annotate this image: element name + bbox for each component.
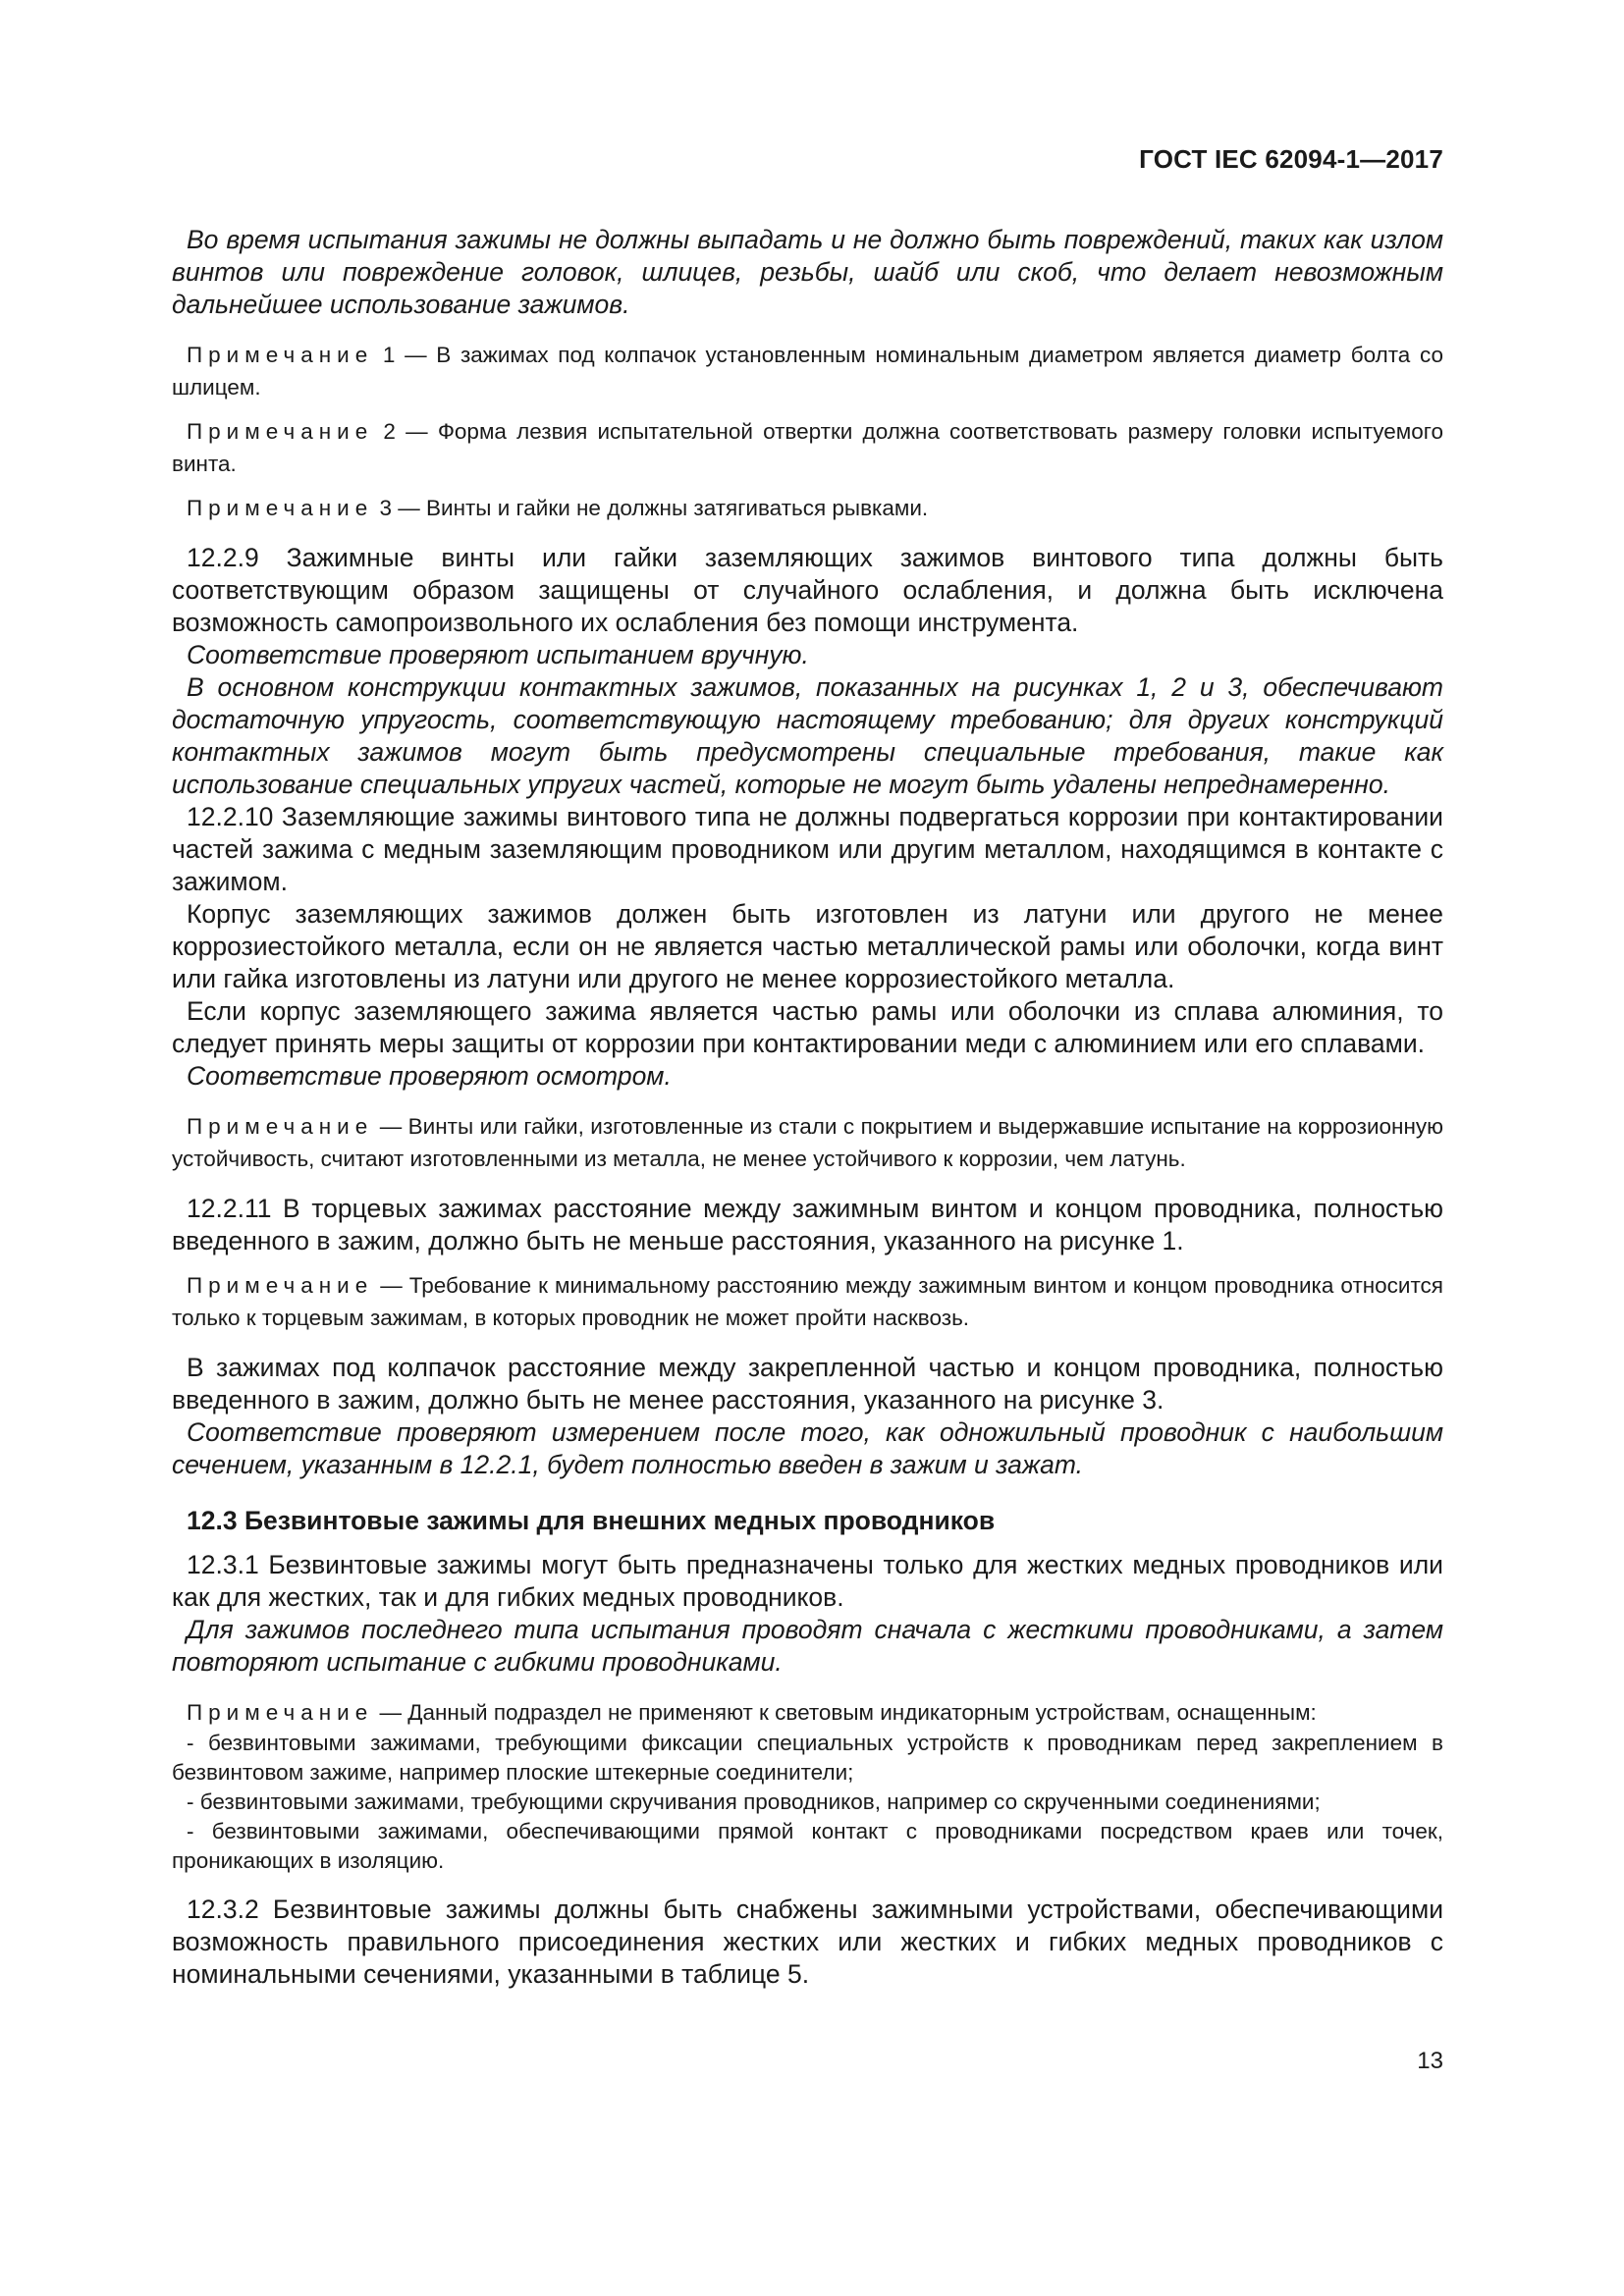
clause-12-2-9: 12.2.9 Зажимные винты или гайки заземляющих зажимов винтового типа должны быть соответствующим образом защищены от случайного ослабления, и должна быть исключена возможность самопроизвольного их ослабления без помощи инструмента. bbox=[172, 543, 1443, 637]
note-list-item: - безвинтовыми зажимами, требующими скручивания проводников, например со скрученными соединениями; bbox=[187, 1789, 1321, 1814]
clause-12-2-10-check: Соответствие проверяют осмотром. bbox=[187, 1061, 672, 1091]
document-page bbox=[172, 0, 1443, 2296]
note-text: 3 — Винты и гайки не должны затягиваться рывками. bbox=[373, 496, 929, 520]
clause-12-2-9-check: Соответствие проверяют испытанием вручную. bbox=[187, 640, 809, 669]
note-5 bbox=[172, 1269, 1443, 1334]
document-code-header: ГОСТ IEC 62094-1—2017 bbox=[1139, 144, 1443, 174]
note-text: — Данный подраздел не применяют к световым индикаторным устройствам, оснащенным: bbox=[373, 1700, 1317, 1725]
note-list-item: - безвинтовыми зажимами, требующими фиксации специальных устройств к проводникам перед закреплением в безвинтовом зажиме, например плоские штекерные соединители; bbox=[172, 1731, 1443, 1785]
note-text: — Требование к минимальному расстоянию между зажимным винтом и концом проводника относится только к торцевым зажимам, в которых проводник не может пройти насквозь. bbox=[172, 1273, 1443, 1330]
clause-12-3-1-italic: Для зажимов последнего типа испытания проводят сначала с жесткими проводниками, а затем повторяют испытание с гибкими проводниками. bbox=[172, 1615, 1443, 1677]
note-6 bbox=[172, 1696, 1443, 1729]
paragraph-test-requirement: Во время испытания зажимы не должны выпадать и не должно быть повреждений, таких как излом винтов или повреждение головок, шлицев, резьбы, шайб или скоб, что делает невозможным дальнейшее использование зажимов. bbox=[172, 225, 1443, 319]
clause-12-2-10-c: Если корпус заземляющего зажима является частью рамы или оболочки из сплава алюминия, то следует принять меры защиты от коррозии при контактировании меди с алюминием или его сплавами. bbox=[172, 996, 1443, 1058]
clause-12-3-2: 12.3.2 Безвинтовые зажимы должны быть снабжены зажимными устройствами, обеспечивающими возможность правильного присоединения жестких или жестких и гибких медных проводников с номинальными сечениями, указанными в таблице 5. bbox=[172, 1895, 1443, 1989]
note-label: Примечание bbox=[187, 1114, 374, 1139]
note-text: 1 — В зажимах под колпачок установленным номинальным диаметром является диаметр болта со шлицем. bbox=[172, 343, 1443, 400]
note-4 bbox=[172, 1110, 1443, 1175]
clause-12-2-11-check: Соответствие проверяют измерением после того, как одножильный проводник с наибольшим сечением, указанным в 12.2.1, будет полностью введен в зажим и зажат. bbox=[172, 1417, 1443, 1479]
note-label: Примечание bbox=[187, 496, 374, 520]
section-heading-12-3: 12.3 Безвинтовые зажимы для внешних медных проводников bbox=[187, 1506, 996, 1535]
note-3 bbox=[172, 492, 1443, 524]
clause-12-2-10-b: Корпус заземляющих зажимов должен быть изготовлен из латуни или другого не менее коррозиестойкого металла, если он не является частью металлической рамы или оболочки, когда винт или гайка изготовлены из латуни или другого не менее коррозиестойкого металла. bbox=[172, 899, 1443, 993]
note-label: Примечание bbox=[187, 1273, 374, 1298]
clause-12-2-11-b: В зажимах под колпачок расстояние между закрепленной частью и концом проводника, полностью введенного в зажим, должно быть не менее расстояния, указанного на рисунке 3. bbox=[172, 1353, 1443, 1415]
note-2 bbox=[172, 415, 1443, 480]
note-label: Примечание bbox=[187, 1700, 374, 1725]
note-text: — Винты или гайки, изготовленные из стали с покрытием и выдержавшие испытание на коррозионную устойчивость, считают изготовленными из металла, не менее устойчивого к коррозии, чем латунь. bbox=[172, 1114, 1443, 1171]
note-label: Примечание bbox=[187, 343, 374, 367]
note-text: 2 — Форма лезвия испытательной отвертки должна соответствовать размеру головки испытуемого винта. bbox=[172, 419, 1443, 476]
clause-12-2-10: 12.2.10 Заземляющие зажимы винтового типа не должны подвергаться коррозии при контактировании частей зажима с медным заземляющим проводником или другим металлом, находящимся в контакте с зажимом. bbox=[172, 802, 1443, 896]
note-label: Примечание bbox=[187, 419, 374, 444]
clause-12-2-9-italic: В основном конструкции контактных зажимов, показанных на рисунках 1, 2 и 3, обеспечивают достаточную упругость, соответствующую настоящему требованию; для других конструкций контактных зажимов могут быть предусмотрены специальные требования, такие как использование специальных упругих частей, которые не могут быть удалены непреднамеренно. bbox=[172, 672, 1443, 799]
clause-12-3-1: 12.3.1 Безвинтовые зажимы могут быть предназначены только для жестких медных проводников или как для жестких, так и для гибких медных проводников. bbox=[172, 1550, 1443, 1612]
page-number: 13 bbox=[1417, 2048, 1443, 2074]
clause-12-2-11: 12.2.11 В торцевых зажимах расстояние между зажимным винтом и концом проводника, полностью введенного в зажим, должно быть не меньше расстояния, указанного на рисунке 1. bbox=[172, 1194, 1443, 1255]
page-content bbox=[172, 224, 1443, 1991]
note-list-item: - безвинтовыми зажимами, обеспечивающими прямой контакт с проводниками посредством краев или точек, проникающих в изоляцию. bbox=[172, 1819, 1443, 1873]
note-1 bbox=[172, 339, 1443, 403]
